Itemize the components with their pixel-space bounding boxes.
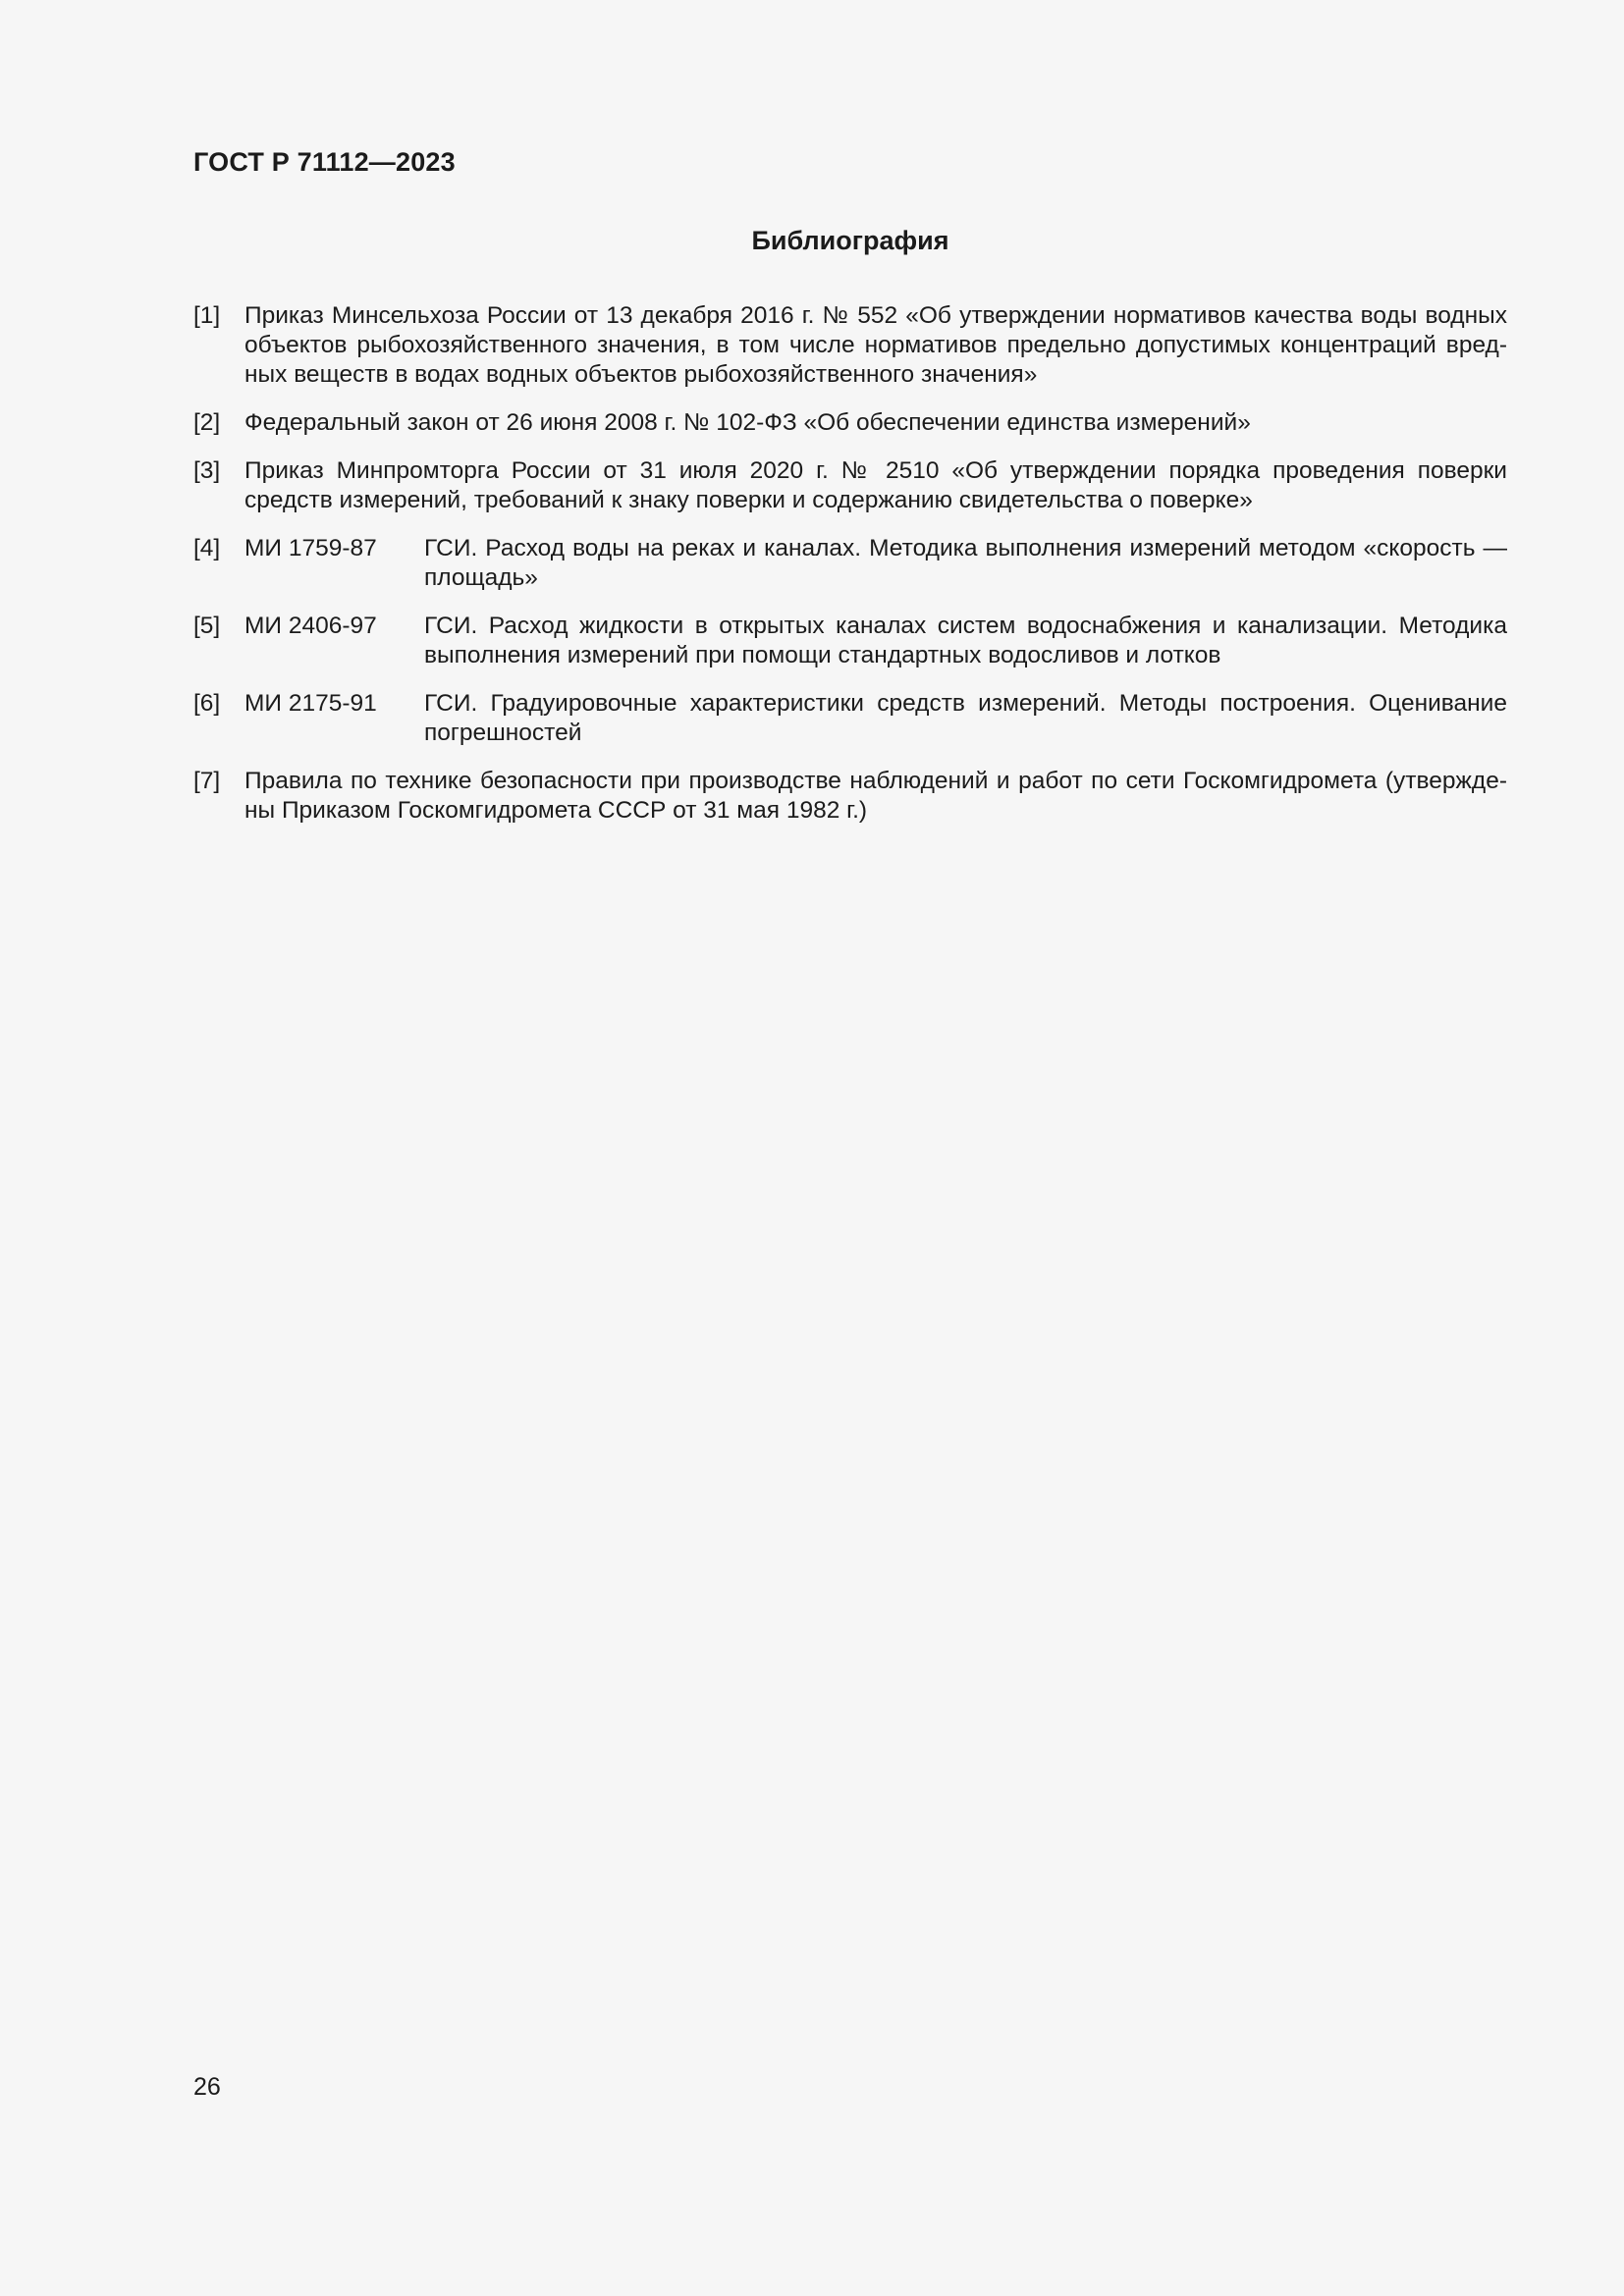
page-title: Библиография bbox=[751, 226, 949, 255]
page-number: 26 bbox=[193, 2073, 221, 2101]
bibliography-entry-text: ГСИ. Градуировочные характеристики средств измерений. Методы построения. Оценивание погрешностей bbox=[424, 690, 1507, 746]
bibliography-entry-number: [4] bbox=[193, 535, 221, 561]
bibliography-entry-text: ГСИ. Расход воды на реках и каналах. Методика выполнения измерений методом «скорость — площадь» bbox=[424, 535, 1507, 591]
bibliography-entry-number: [5] bbox=[193, 613, 221, 639]
bibliography-entry-6 bbox=[193, 689, 1507, 748]
bibliography-entry-text: Приказ Минпромторга России от 31 июля 2020 г. № 2510 «Об утверждении порядка проведения поверки средств измерений, требований к знаку поверки и содержанию свидетельства о поверке» bbox=[244, 457, 1507, 513]
bibliography-entry-3 bbox=[193, 456, 1507, 515]
bibliography-entry-2 bbox=[193, 408, 1507, 438]
bibliography-entry-text: ГСИ. Расход жидкости в открытых каналах систем водоснабжения и канализации. Методика выполнения измерений при помощи стандартных водосливов и лотков bbox=[424, 613, 1507, 668]
bibliography-entry-number: [7] bbox=[193, 768, 221, 794]
bibliography-entry-text: Федеральный закон от 26 июня 2008 г. № 102-ФЗ «Об обеспечении единства измерений» bbox=[244, 409, 1251, 436]
bibliography-entry-code: МИ 2175-91 bbox=[244, 690, 377, 717]
bibliography-entry-code: МИ 2406-97 bbox=[244, 613, 377, 639]
bibliography-entry-text: Приказ Минсельхоза России от 13 декабря 2016 г. № 552 «Об утверждении нормативов качества воды водных объектов рыбохозяйственного значения, в том числе нормативов предельно допустимых концентраций вредных веществ в водах водных объектов рыбохозяйственного значения» bbox=[244, 302, 1507, 388]
bibliography-entry-5 bbox=[193, 612, 1507, 670]
bibliography-entry-number: [6] bbox=[193, 690, 221, 717]
bibliography-entry-text: Правила по технике безопасности при производстве наблюдений и работ по сети Госкомгидромета (утверждены Приказом Госкомгидромета СССР от 31 мая 1982 г.) bbox=[244, 768, 1507, 824]
bibliography-entry-number: [2] bbox=[193, 409, 221, 436]
bibliography-entry-number: [1] bbox=[193, 302, 221, 329]
document-header-standard-id: ГОСТ Р 71112—2023 bbox=[193, 147, 456, 177]
bibliography-entry-4 bbox=[193, 534, 1507, 593]
bibliography-entry-1 bbox=[193, 301, 1507, 390]
bibliography-entry-number: [3] bbox=[193, 457, 221, 484]
bibliography-list bbox=[193, 301, 1507, 844]
bibliography-entry-7 bbox=[193, 767, 1507, 826]
bibliography-entry-code: МИ 1759-87 bbox=[244, 535, 377, 561]
